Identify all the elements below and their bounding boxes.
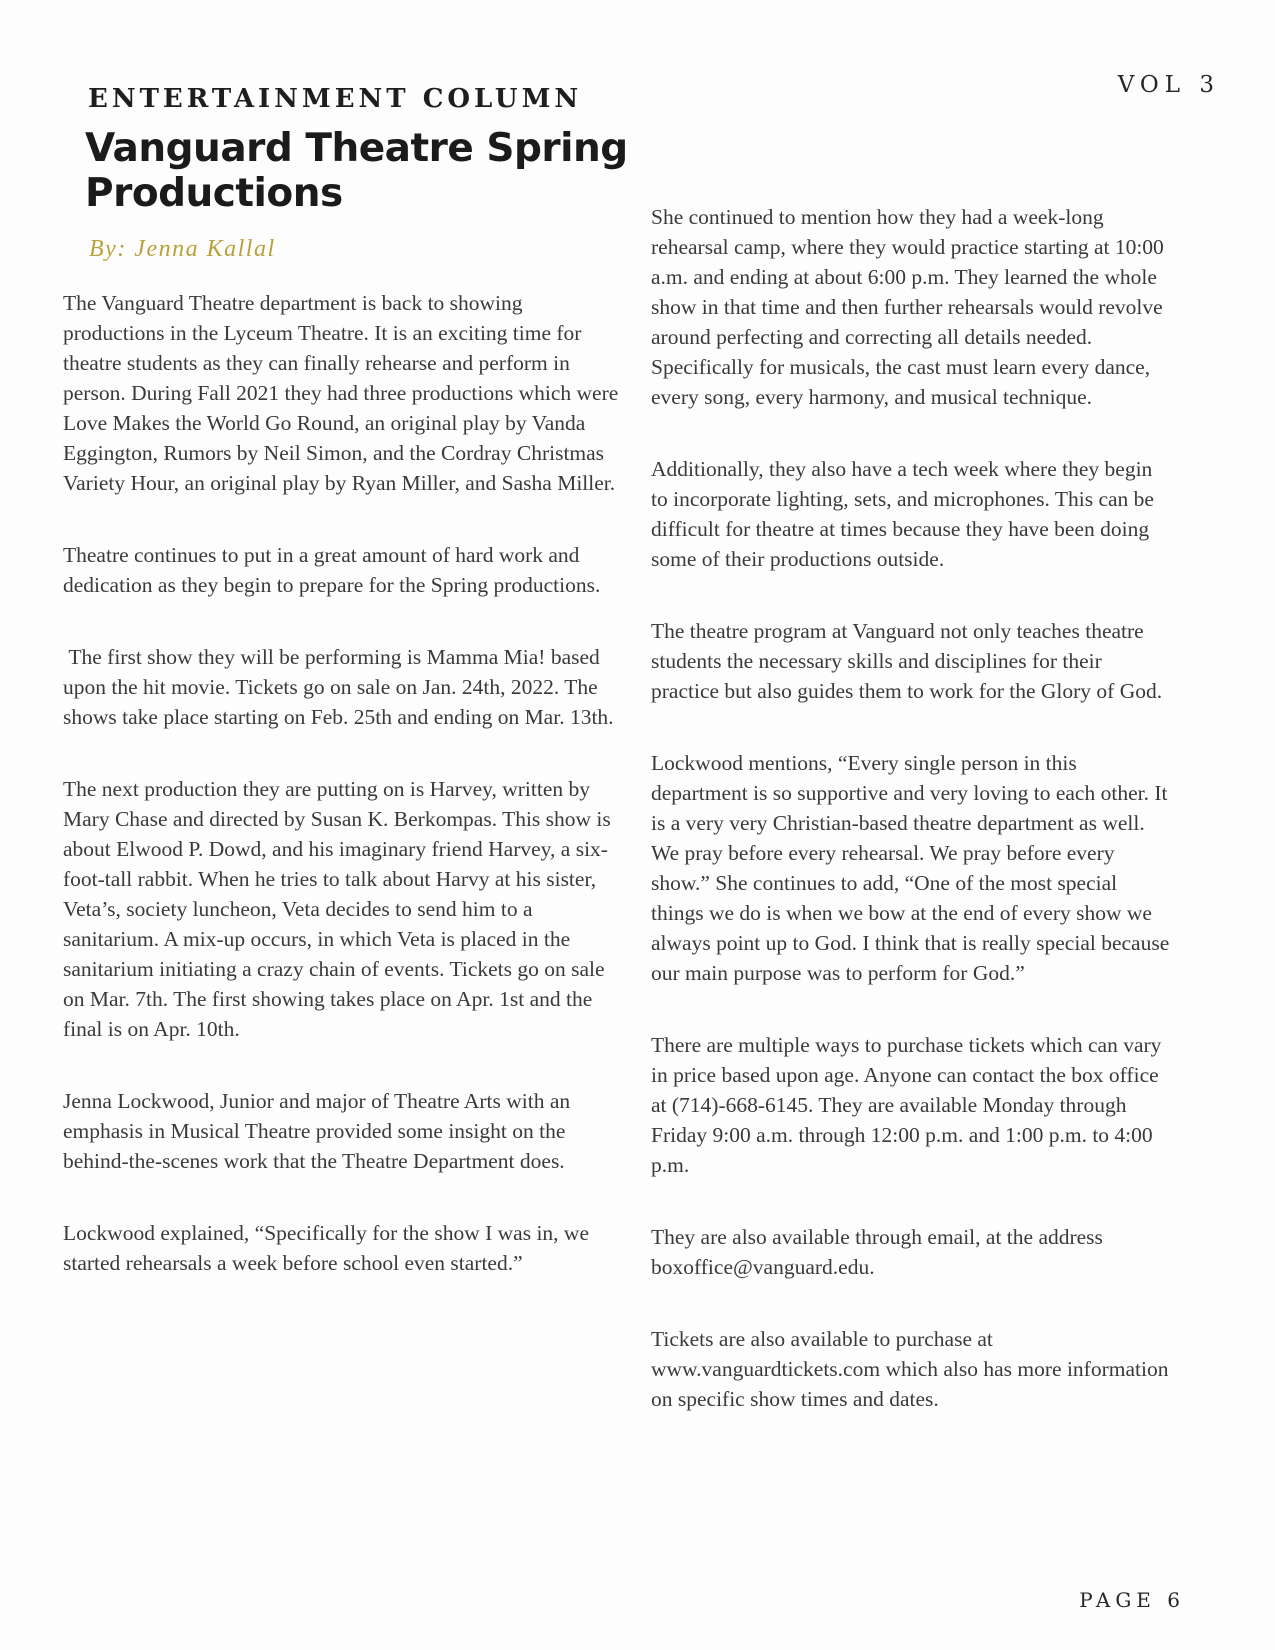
paragraph: Jenna Lockwood, Junior and major of Theatre Arts with an emphasis in Musical Theatre provided some insight on the behind-the-scenes work that the Theatre Department does. [63, 1089, 576, 1173]
byline: By: Jenna Kallal [89, 236, 276, 262]
paragraph: She continued to mention how they had a week-long rehearsal camp, where they would practice starting at 10:00 a.m. and ending at about 6:00 p.m. They learned the whole show in that time and then further rehearsals would revolve around perfecting and correcting all details needed. Specifically for musicals, the cast must learn every dance, every song, every harmony, and musical technique. [651, 205, 1170, 409]
paragraph: Additionally, they also have a tech week where they begin to incorporate lighting, sets, and microphones. This can be difficult for theatre at times because they have been doing some of their productions outside. [651, 457, 1160, 571]
page-number: PAGE 6 [1079, 1588, 1185, 1612]
paragraph: The next production they are putting on is Harvey, written by Mary Chase and directed by Susan K. Berkompas. This show is about Elwood P. Dowd, and his imaginary friend Harvey, a six-foot-tall rabbit. When he tries to talk about Harvy at his sister, Veta’s, society luncheon, Veta decides to send him to a sanitarium. A mix-up occurs, in which Veta is placed in the sanitarium initiating a crazy chain of events. Tickets go on sale on Mar. 7th. The first showing takes place on Apr. 1st and the final is on Apr. 10th. [63, 777, 617, 1041]
article-title-line-2: Productions [85, 171, 343, 216]
paragraph: There are multiple ways to purchase tickets which can vary in price based upon age. Anyone can contact the box office at (714)-668-6145. They are available Monday through Friday 9:00 a.m. through 12:00 p.m. and 1:00 p.m. to 4:00 p.m. [651, 1033, 1167, 1177]
paragraph: They are also available through email, at the address boxoffice@vanguard.edu. [651, 1225, 1109, 1279]
paragraph: Lockwood explained, “Specifically for the show I was in, we started rehearsals a week before school even started.” [63, 1221, 595, 1275]
paragraph: The first show they will be performing is Mamma Mia! based upon the hit movie. Tickets go on sale on Jan. 24th, 2022. The shows take place starting on Feb. 25th and ending on Mar. 13th. [63, 645, 614, 729]
paragraph: The Vanguard Theatre department is back to showing productions in the Lyceum Theatre. It is an exciting time for theatre students as they can finally rehearse and perform in person. During Fall 2021 they had three productions which were Love Makes the World Go Round, an original play by Vanda Eggington, Rumors by Neil Simon, and the Cordray Christmas Variety Hour, an original play by Ryan Miller, and Sasha Miller. [63, 291, 624, 495]
article-title-line-1: Vanguard Theatre Spring [85, 126, 628, 171]
left-column [63, 288, 628, 1320]
paragraph: Theatre continues to put in a great amount of hard work and dedication as they begin to prepare for the Spring productions. [63, 543, 601, 597]
right-column [651, 202, 1175, 1456]
article-title [85, 126, 705, 216]
paragraph: Lockwood mentions, “Every single person in this department is so supportive and very loving to each other. It is a very very Christian-based theatre department as well. We pray before every rehearsal. We pray before every show.” She continues to add, “One of the most special things we do is when we bow at the end of every show we always point up to God. I think that is really special because our main purpose was to perform for God.” [651, 751, 1175, 985]
volume-label: VOL 3 [1117, 72, 1220, 98]
paragraph: Tickets are also available to purchase at www.vanguardtickets.com which also has more information on specific show times and dates. [651, 1327, 1174, 1411]
section-kicker: ENTERTAINMENT COLUMN [88, 84, 583, 114]
paragraph: The theatre program at Vanguard not only teaches theatre students the necessary skills and disciplines for their practice but also guides them to work for the Glory of God. [651, 619, 1163, 703]
